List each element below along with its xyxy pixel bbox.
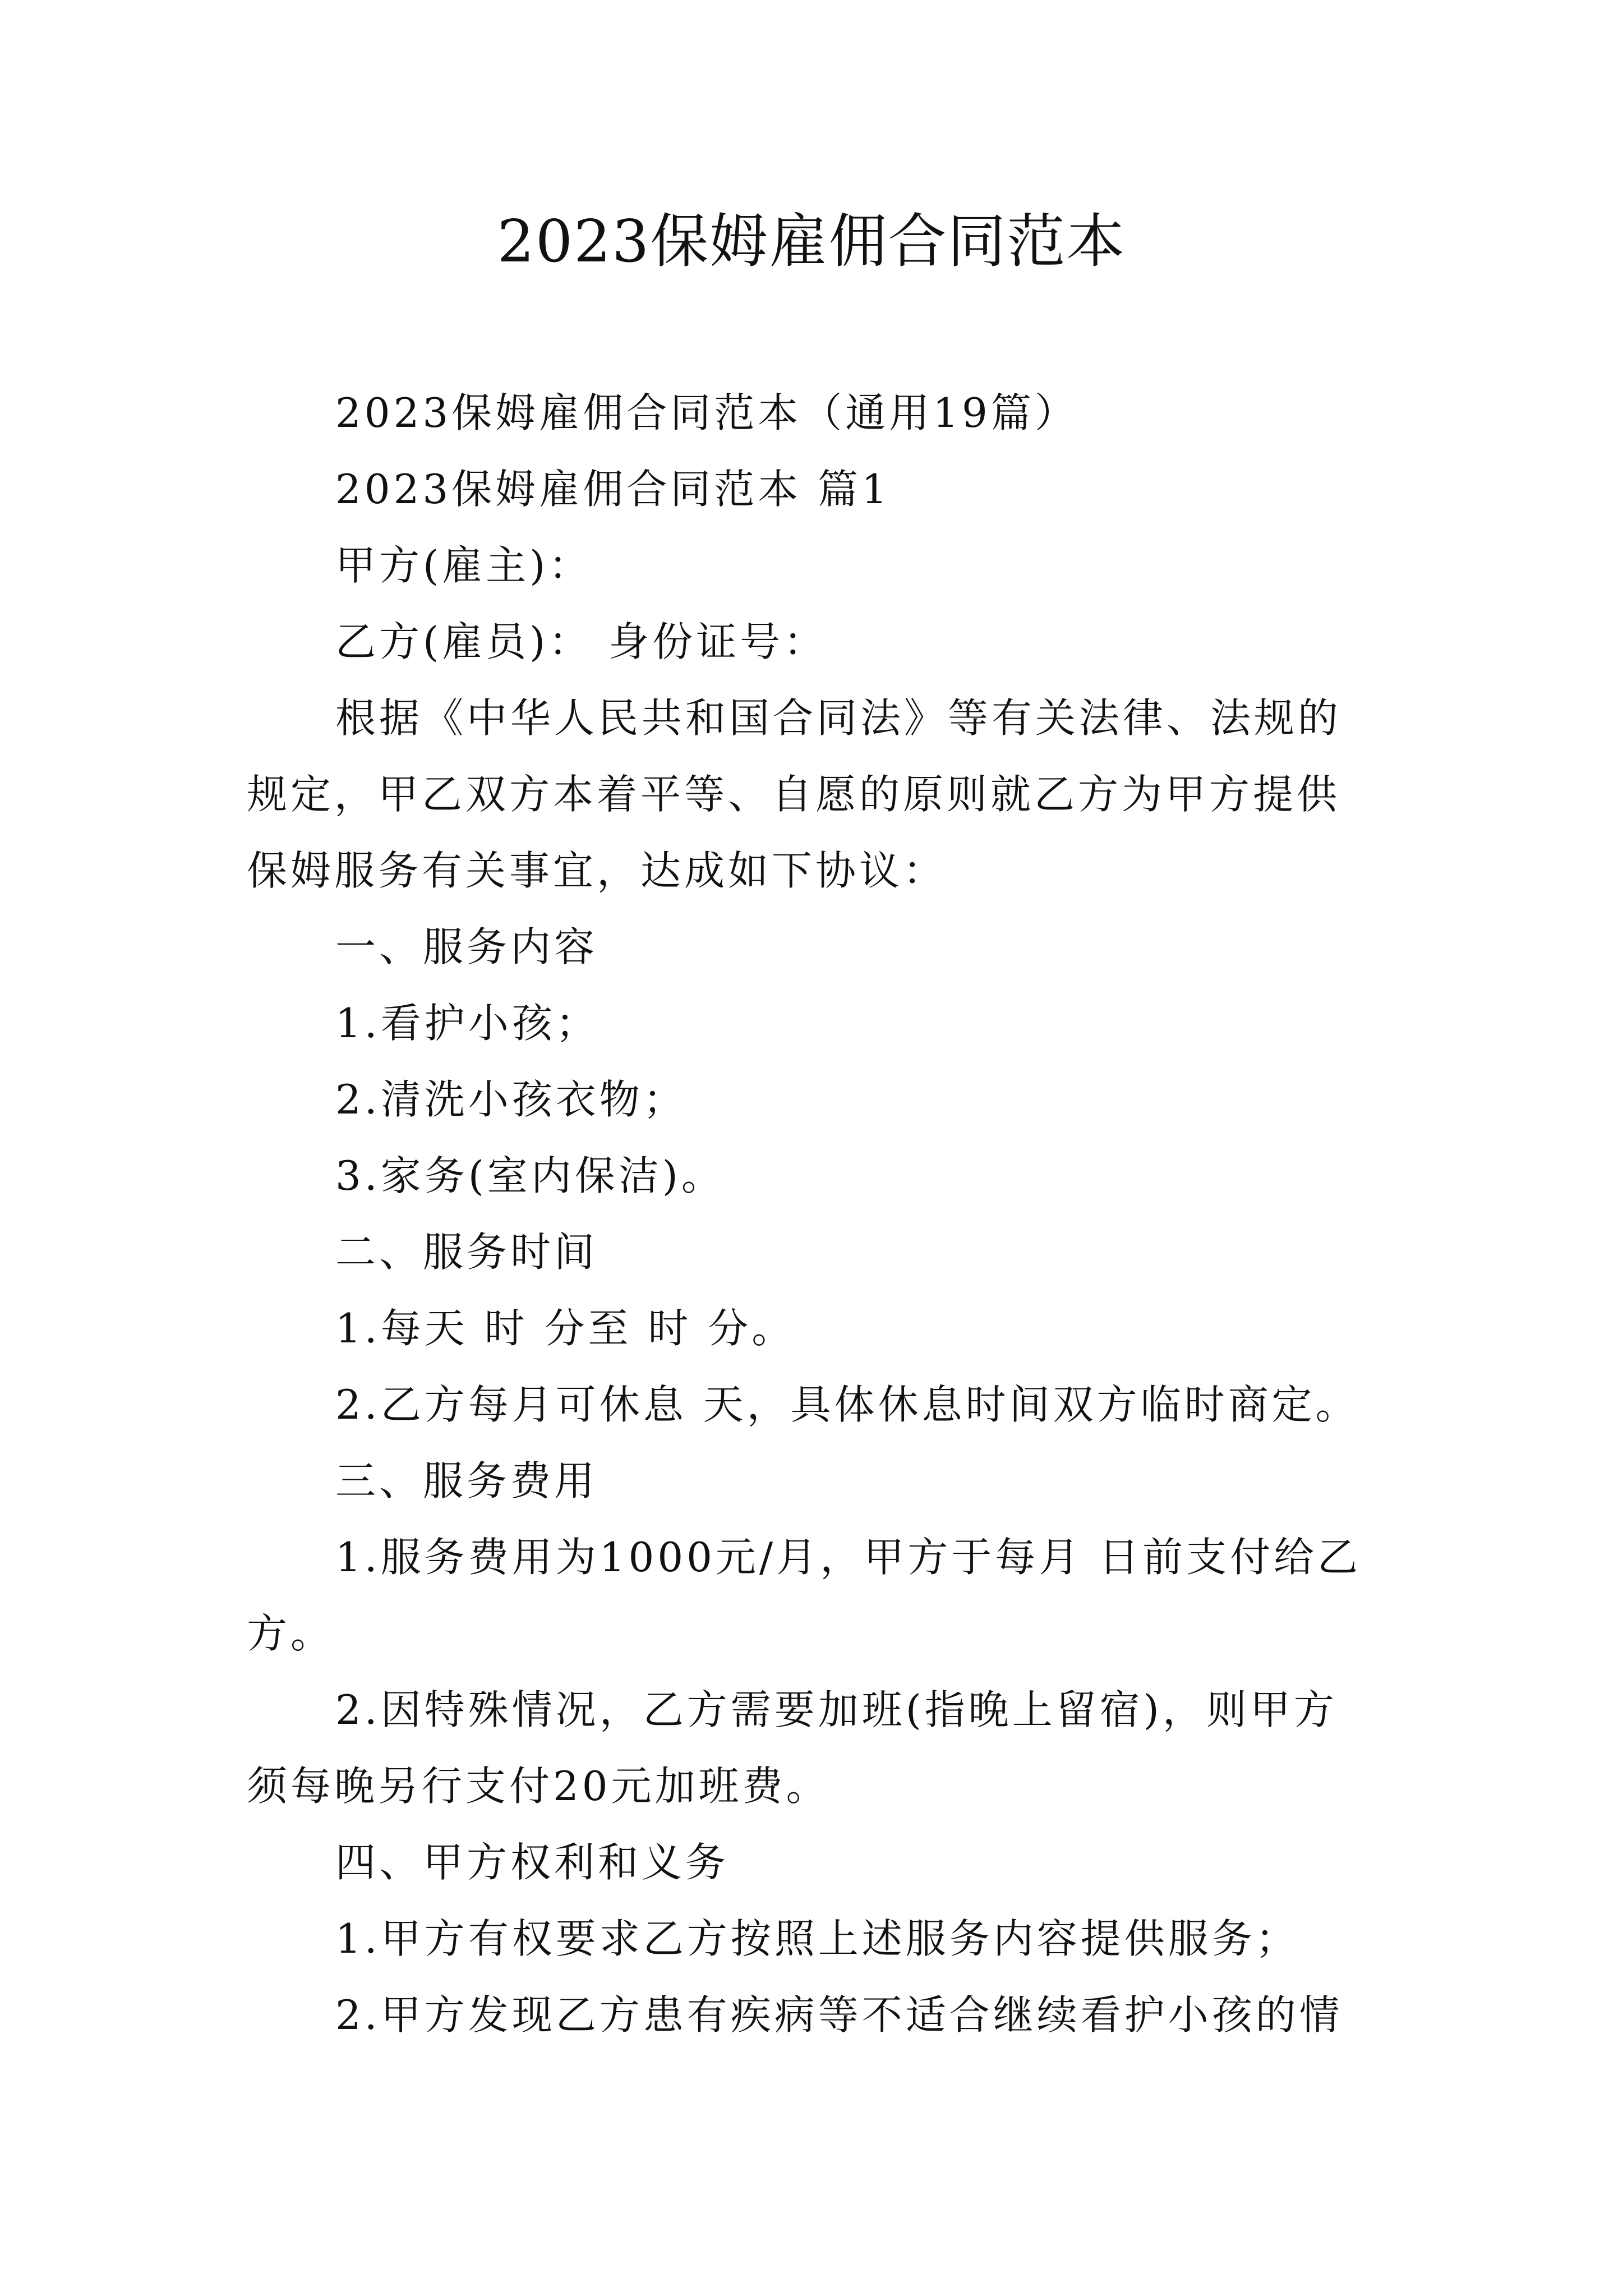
clause-item: 2.因特殊情况，乙方需要加班(指晚上留宿)，则甲方须每晚另行支付20元加班费。 bbox=[247, 1686, 1338, 1810]
heading-service-content: 一、服务内容 bbox=[335, 923, 598, 970]
clause-item: 1.服务费用为1000元/月，甲方于每月 日前支付给乙方。 bbox=[247, 1534, 1362, 1657]
paragraph-subtitle: 2023保姆雇佣合同范本（通用19篇） bbox=[335, 389, 1078, 436]
clause-item: 2.甲方发现乙方患有疾病等不适合继续看护小孩的情 bbox=[335, 1991, 1343, 2039]
heading-party-a-rights: 四、甲方权利和义务 bbox=[335, 1839, 730, 1886]
heading-service-fee: 三、服务费用 bbox=[335, 1457, 598, 1504]
document-title: 2023保姆雇佣合同范本 bbox=[497, 207, 1126, 275]
paragraph-party-a: 甲方(雇主)： bbox=[335, 542, 593, 589]
paragraph-section-heading: 2023保姆雇佣合同范本 篇1 bbox=[335, 466, 891, 513]
clause-item: 1.甲方有权要求乙方按照上述服务内容提供服务； bbox=[335, 1915, 1299, 1962]
heading-service-time: 二、服务时间 bbox=[335, 1228, 598, 1276]
clause-item: 1.每天 时 分至 时 分。 bbox=[335, 1305, 796, 1352]
clause-item: 3.家务(室内保洁)。 bbox=[335, 1152, 725, 1199]
paragraph-preamble: 根据《中华人民共和国合同法》等有关法律、法规的规定，甲乙双方本着平等、自愿的原则就乙方为甲方提供保姆服务有关事宜，达成如下协议： bbox=[247, 694, 1342, 894]
document-body bbox=[247, 375, 1380, 2053]
clause-item: 1.看护小孩； bbox=[335, 1000, 600, 1047]
clause-item: 2.乙方每月可休息 天，具体休息时间双方临时商定。 bbox=[335, 1381, 1359, 1428]
clause-item: 2.清洗小孩衣物； bbox=[335, 1076, 687, 1123]
paragraph-party-b: 乙方(雇员)： 身份证号： bbox=[335, 618, 828, 665]
